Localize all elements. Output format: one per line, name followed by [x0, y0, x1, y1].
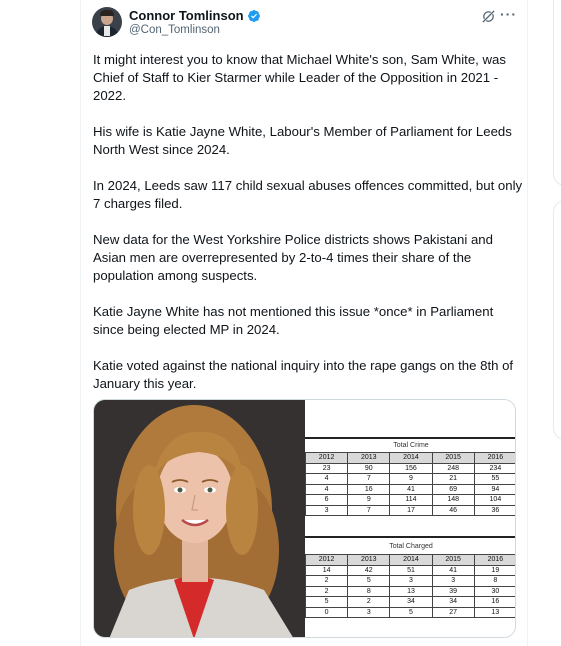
table-cell: 36: [474, 505, 516, 516]
table-cell: 2: [306, 586, 348, 597]
table-row: [306, 474, 517, 485]
table-cell: 4: [306, 484, 348, 495]
post-paragraph: It might interest you to know that Michael White's son, Sam White, was Chief of Staff to Kier Starmer while Leader of the Opposition in 2021 - 2022.: [93, 52, 506, 103]
table-rule: [305, 536, 516, 538]
table-header-cell: 2015: [432, 555, 474, 566]
table-cell: 7: [348, 474, 390, 485]
table-rule: [305, 437, 516, 439]
table-header-cell: 2013: [348, 453, 390, 464]
table-cell: 34: [390, 597, 432, 608]
post-paragraph: His wife is Katie Jayne White, Labour's Member of Parliament for Leeds North West since 2024.: [93, 124, 512, 157]
timeline-border-right: [527, 0, 528, 646]
table-header-cell: 2015: [432, 453, 474, 464]
table-cell: 94: [474, 484, 516, 495]
table-cell: 27: [432, 607, 474, 618]
table-cell: 16: [474, 597, 516, 608]
table-cell: 13: [390, 586, 432, 597]
sidebar-card-edge: [553, 200, 561, 440]
table-cell: 8: [348, 586, 390, 597]
table-cell: 4: [306, 474, 348, 485]
table-cell: 7: [348, 505, 390, 516]
post-paragraph: Katie voted against the national inquiry into the rape gangs on the 8th of January this year.: [93, 358, 514, 391]
table-cell: 34: [432, 597, 474, 608]
verified-badge-icon[interactable]: [247, 9, 261, 23]
avatar-shirt: [104, 26, 110, 36]
table-cell: 5: [348, 576, 390, 587]
table-cell: 3: [390, 576, 432, 587]
table-cell: 0: [306, 607, 348, 618]
table-header-cell: 2013: [348, 555, 390, 566]
post-paragraph: New data for the West Yorkshire Police districts shows Pakistani and Asian men are overrepresented by 2-to-4 times their share of the population among suspects.: [93, 232, 493, 283]
table-cell: 2: [306, 576, 348, 587]
post-paragraph: In 2024, Leeds saw 117 child sexual abuses offences committed, but only 7 charges filed.: [93, 178, 523, 211]
post-media[interactable]: [93, 399, 516, 638]
table-cell: 3: [306, 505, 348, 516]
more-options-icon[interactable]: ···: [500, 6, 517, 22]
table-header-cell: 2012: [306, 453, 348, 464]
table-cell: 17: [390, 505, 432, 516]
table-cell: 41: [432, 565, 474, 576]
table-cell: 2: [348, 597, 390, 608]
table-cell: 5: [390, 607, 432, 618]
table-row: [306, 484, 517, 495]
grok-icon[interactable]: [481, 9, 496, 24]
table-row: [306, 463, 517, 474]
table-header-row: [306, 555, 517, 566]
table-cell: 5: [306, 597, 348, 608]
table-cell: 104: [474, 495, 516, 506]
avatar[interactable]: [92, 7, 122, 37]
avatar-hair: [100, 10, 114, 16]
table-cell: 41: [390, 484, 432, 495]
table-cell: 3: [432, 576, 474, 587]
table-cell: 3: [348, 607, 390, 618]
table-cell: 42: [348, 565, 390, 576]
table-row: [306, 586, 517, 597]
total-crime-table: [305, 452, 516, 516]
table-row: [306, 607, 517, 618]
table-header-cell: 2012: [306, 555, 348, 566]
table-cell: 248: [432, 463, 474, 474]
table-cell: 14: [306, 565, 348, 576]
post-paragraph: Katie Jayne White has not mentioned this issue *once* in Parliament since being elected MP in 2024.: [93, 304, 494, 337]
table-header-cell: 2016: [474, 453, 516, 464]
table-cell: 114: [390, 495, 432, 506]
author-handle[interactable]: @Con_Tomlinson: [129, 24, 220, 36]
table-cell: 9: [390, 474, 432, 485]
author-display-name[interactable]: Connor Tomlinson: [129, 8, 244, 23]
table-cell: 148: [432, 495, 474, 506]
portrait-photo[interactable]: [94, 400, 305, 638]
table-cell: 55: [474, 474, 516, 485]
timeline-border-left: [80, 0, 81, 646]
author-name-row: [129, 8, 261, 23]
table-header-cell: 2014: [390, 453, 432, 464]
table-row: [306, 597, 517, 608]
table-cell: 90: [348, 463, 390, 474]
table-header-cell: 2014: [390, 555, 432, 566]
table-cell: 156: [390, 463, 432, 474]
table-cell: 8: [474, 576, 516, 587]
post-text: [93, 51, 523, 411]
table-row: [306, 565, 517, 576]
table-cell: 234: [474, 463, 516, 474]
total-crime-title: Total Crime: [393, 442, 429, 449]
total-charged-title: Total Charged: [389, 543, 433, 550]
table-cell: 39: [432, 586, 474, 597]
table-cell: 13: [474, 607, 516, 618]
table-cell: 46: [432, 505, 474, 516]
table-row: [306, 576, 517, 587]
table-cell: 6: [306, 495, 348, 506]
table-header-cell: 2016: [474, 555, 516, 566]
table-cell: 30: [474, 586, 516, 597]
statistics-table-image[interactable]: [305, 400, 516, 638]
table-cell: 69: [432, 484, 474, 495]
table-cell: 21: [432, 474, 474, 485]
table-cell: 51: [390, 565, 432, 576]
table-row: [306, 495, 517, 506]
table-cell: 23: [306, 463, 348, 474]
table-cell: 9: [348, 495, 390, 506]
table-row: [306, 505, 517, 516]
sidebar-card-edge: [553, 0, 561, 186]
total-charged-table: [305, 554, 516, 618]
table-header-row: [306, 453, 517, 464]
table-cell: 19: [474, 565, 516, 576]
table-cell: 16: [348, 484, 390, 495]
